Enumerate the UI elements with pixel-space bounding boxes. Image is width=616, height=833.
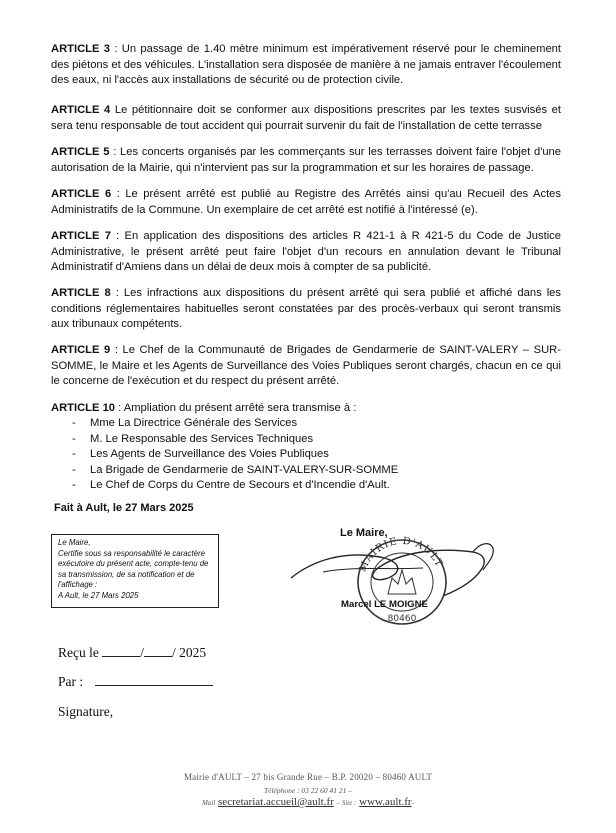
stamp-text: MAIRIE D'AULT	[357, 535, 445, 574]
article-8	[51, 286, 561, 333]
cert-text: Certifie sous sa responsabilité le caractère exécutoire du présent acte, compte-tenu de sa transmission, de sa notification et de l'affichage :	[58, 548, 209, 590]
article-text: : Un passage de 1.40 mètre minimum est impérativement réservé pour le cheminement des piétons et des véhicules. L'installation sera disposée de manière à ne jamais entraver l'écoulement des eaux, ni l'accès aux installations de sécurité ou de protection civile.	[51, 43, 561, 86]
received-by-line	[58, 673, 213, 690]
article-label: ARTICLE 4	[51, 104, 111, 116]
article-10	[51, 401, 561, 417]
article-label: ARTICLE 6	[51, 188, 112, 200]
article-6	[51, 187, 561, 218]
article-text: : Les concerts organisés par les commerçants sur les terrasses doivent faire l'objet d'une autorisation de la Mairie, qui n'intervient pas sur la programmation et sur les horaires de passage.	[51, 146, 562, 174]
mail-label: Mail	[202, 799, 216, 807]
received-year: / 2025	[172, 645, 207, 660]
article-label: ARTICLE 8	[51, 287, 111, 299]
article-label: ARTICLE 5	[51, 146, 110, 158]
mairie-stamp	[348, 532, 456, 628]
footer-phone: Téléphone : 03 22 60 41 21 –	[263, 786, 353, 795]
article-7	[51, 229, 561, 276]
month-blank[interactable]	[144, 644, 172, 657]
received-date-line: Reçu le / / 2025	[58, 645, 207, 660]
footer-contact: Mail secretariat.accueil@ault.fr – Site : www.ault.fr-	[202, 796, 414, 808]
email-link[interactable]: secretariat.accueil@ault.fr	[218, 796, 334, 808]
cert-title: Le Maire,	[58, 538, 91, 547]
list-item: - La Brigade de Gendarmerie de SAINT-VALERY-SUR-SOMME	[72, 463, 399, 476]
received-label: Reçu le	[58, 645, 99, 660]
article-5	[51, 145, 561, 176]
mayor-title: Le Maire,	[340, 527, 388, 539]
list-item: - Le Chef de Corps du Centre de Secours et d'Incendie d'Ault.	[72, 479, 390, 491]
article-text: : En application des dispositions des articles R 421-1 à R 421-5 du Code de Justice Administrative, le présent arrêté peut faire l'objet d'un recours en annulation devant le Tribunal Administratif d'Amiens dans un délai de deux mois à compter de sa publicité.	[51, 230, 561, 273]
article-text: : Le présent arrêté est publié au Registre des Arrêtés ainsi qu'au Recueil des Actes Administratifs de la Commune. Un exemplaire de cet arrêté est notifié à l'intéressé (e).	[51, 188, 562, 216]
by-blank[interactable]	[95, 673, 213, 686]
article-label: ARTICLE 10	[51, 402, 116, 414]
recipient-list	[72, 416, 398, 494]
recipient-text: M. Le Responsable des Services Techniques	[90, 432, 314, 445]
recipient-text: La Brigade de Gendarmerie de SAINT-VALERY-SUR-SOMME	[90, 463, 399, 476]
recipient-text: Le Chef de Corps du Centre de Secours et d'Incendie d'Ault.	[90, 479, 390, 491]
recipient-text: Les Agents de Surveillance des Voies Publiques	[90, 448, 329, 460]
article-text: : Ampliation du présent arrêté sera transmise à :	[115, 402, 357, 414]
by-label: Par :	[58, 674, 84, 689]
article-9	[51, 343, 561, 390]
list-item: - Mme La Directrice Générale des Services	[72, 417, 298, 429]
site-label: – Site :	[336, 799, 357, 807]
stamp-postcode: 80460	[387, 614, 417, 624]
day-blank[interactable]	[102, 644, 140, 657]
cert-date: A Ault, le 27 Mars 2025	[58, 590, 139, 600]
article-text: Le pétitionnaire doit se conformer aux dispositions prescrites par les textes susvisés et sera tenu responsable de tout accident qui pourrait survenir du fait de l'installation de cette terrasse	[51, 104, 561, 132]
article-4	[51, 103, 561, 134]
article-label: ARTICLE 7	[51, 230, 111, 242]
article-text: : Le Chef de la Communauté de Brigades de Gendarmerie de SAINT-VALERY – SUR-SOMME, le Maire et les Agents de Surveillance des Voies Publiques seront chargés, chacun en ce qui le concerne de l'exécution et du respect du présent arrêté.	[51, 344, 561, 387]
list-item: - M. Le Responsable des Services Techniques	[72, 432, 314, 445]
article-label: ARTICLE 9	[51, 344, 111, 356]
place-date: Fait à Ault, le 27 Mars 2025	[54, 502, 194, 514]
article-label: ARTICLE 3	[51, 43, 111, 55]
article-3	[51, 42, 561, 89]
article-text: : Les infractions aux dispositions du présent arrêté qui sera publié et affiché dans les conditions réglementaires habituelles seront constatées par des procès-verbaux qui seront transmis aux tribunaux compétents.	[51, 287, 561, 330]
mayor-name: Marcel LE MOIGNE	[341, 599, 428, 610]
website-link[interactable]: www.ault.fr	[359, 796, 412, 808]
recipient-text: Mme La Directrice Générale des Services	[90, 417, 298, 429]
signature-label: Signature,	[58, 704, 114, 719]
certification-box	[51, 534, 219, 608]
svg-text:MAIRIE D'AULT	[357, 536, 444, 574]
footer-address: Mairie d'AULT – 27 bis Grande Rue – B.P. 20020 – 80460 AULT	[183, 772, 433, 782]
list-item: - Les Agents de Surveillance des Voies Publiques	[72, 448, 329, 460]
